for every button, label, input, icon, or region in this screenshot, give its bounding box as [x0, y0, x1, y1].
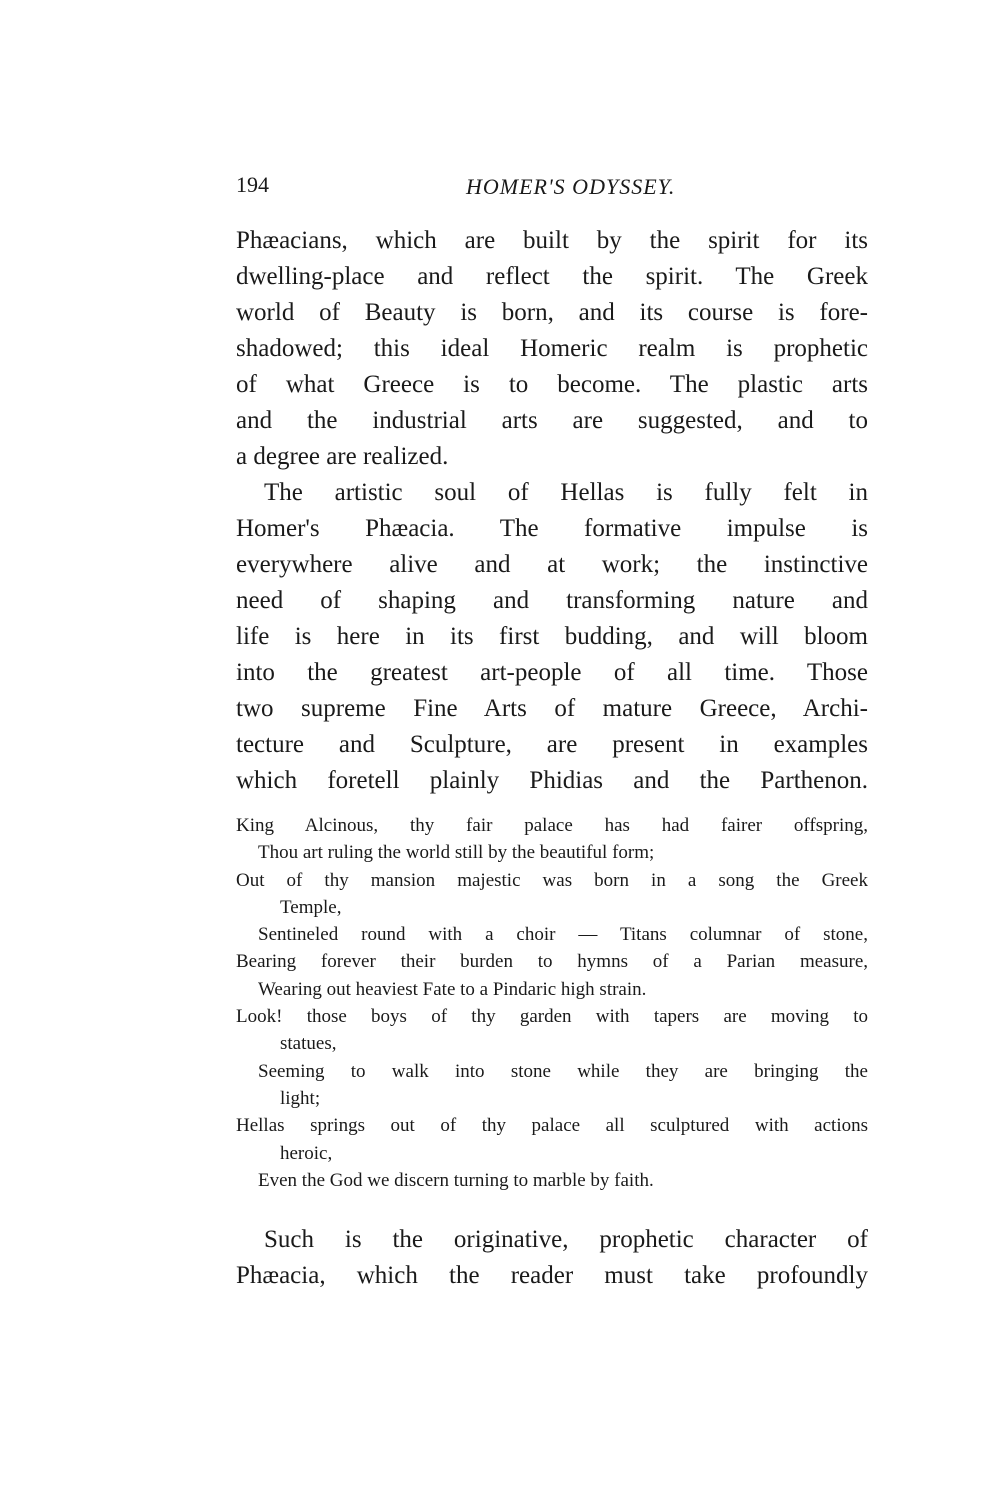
text-line: Homer's Phæacia. The formative impulse is	[236, 515, 868, 542]
paragraph-2	[236, 475, 868, 799]
text-line: of what Greece is to become. The plastic arts	[236, 371, 868, 398]
paragraph-1	[236, 223, 868, 475]
running-head	[236, 168, 868, 204]
verse-line: Bearing forever their burden to hymns of a Parian measure,	[236, 951, 868, 973]
verse-line: light;	[280, 1087, 321, 1109]
text-line: world of Beauty is born, and its course is fore-	[236, 299, 868, 326]
text-line: Such is the originative, prophetic character of	[264, 1226, 868, 1253]
text-line: dwelling-place and reflect the spirit. The Greek	[236, 263, 868, 290]
verse-line: Look! those boys of thy garden with tapers are moving to	[236, 1006, 868, 1028]
verse-line: Out of thy mansion majestic was born in a song the Greek	[236, 869, 868, 891]
text-line: need of shaping and transforming nature and	[236, 587, 868, 614]
verse-line: Seeming to walk into stone while they are bringing the	[258, 1060, 868, 1082]
text-line: Phæacia, which the reader must take profoundly	[236, 1262, 868, 1289]
verse-line: Temple,	[280, 896, 342, 918]
verse-line: King Alcinous, thy fair palace has had fairer offspring,	[236, 815, 868, 836]
text-line: and the industrial arts are suggested, and to	[236, 407, 868, 434]
paragraph-3	[236, 1222, 868, 1294]
verse-block	[236, 812, 868, 1194]
text-line: everywhere alive and at work; the instinctive	[236, 551, 868, 578]
text-line: shadowed; this ideal Homeric realm is prophetic	[236, 335, 868, 362]
text-line: Phæacians, which are built by the spirit for its	[236, 227, 868, 254]
text-line: The artistic soul of Hellas is fully felt in	[264, 479, 868, 506]
verse-line: Hellas springs out of thy palace all sculptured with actions	[236, 1115, 868, 1137]
verse-line: Wearing out heaviest Fate to a Pindaric high strain.	[258, 978, 647, 1000]
running-title: HOMER'S ODYSSEY.	[466, 174, 676, 199]
text-line: which foretell plainly Phidias and the Parthenon.	[236, 767, 868, 794]
verse-line: statues,	[280, 1033, 337, 1055]
text-line: a degree are realized.	[236, 443, 449, 470]
verse-line: heroic,	[280, 1142, 333, 1164]
text-line: two supreme Fine Arts of mature Greece, Archi-	[236, 695, 868, 722]
text-line: into the greatest art-people of all time. Those	[236, 659, 868, 686]
verse-line: Even the God we discern turning to marble by faith.	[258, 1169, 654, 1191]
verse-line: Thou art ruling the world still by the beautiful form;	[258, 842, 655, 864]
verse-line: Sentineled round with a choir — Titans columnar of stone,	[258, 924, 868, 946]
text-line: life is here in its first budding, and will bloom	[236, 623, 868, 650]
text-line: tecture and Sculpture, are present in examples	[236, 731, 868, 758]
page-number: 194	[236, 172, 269, 197]
